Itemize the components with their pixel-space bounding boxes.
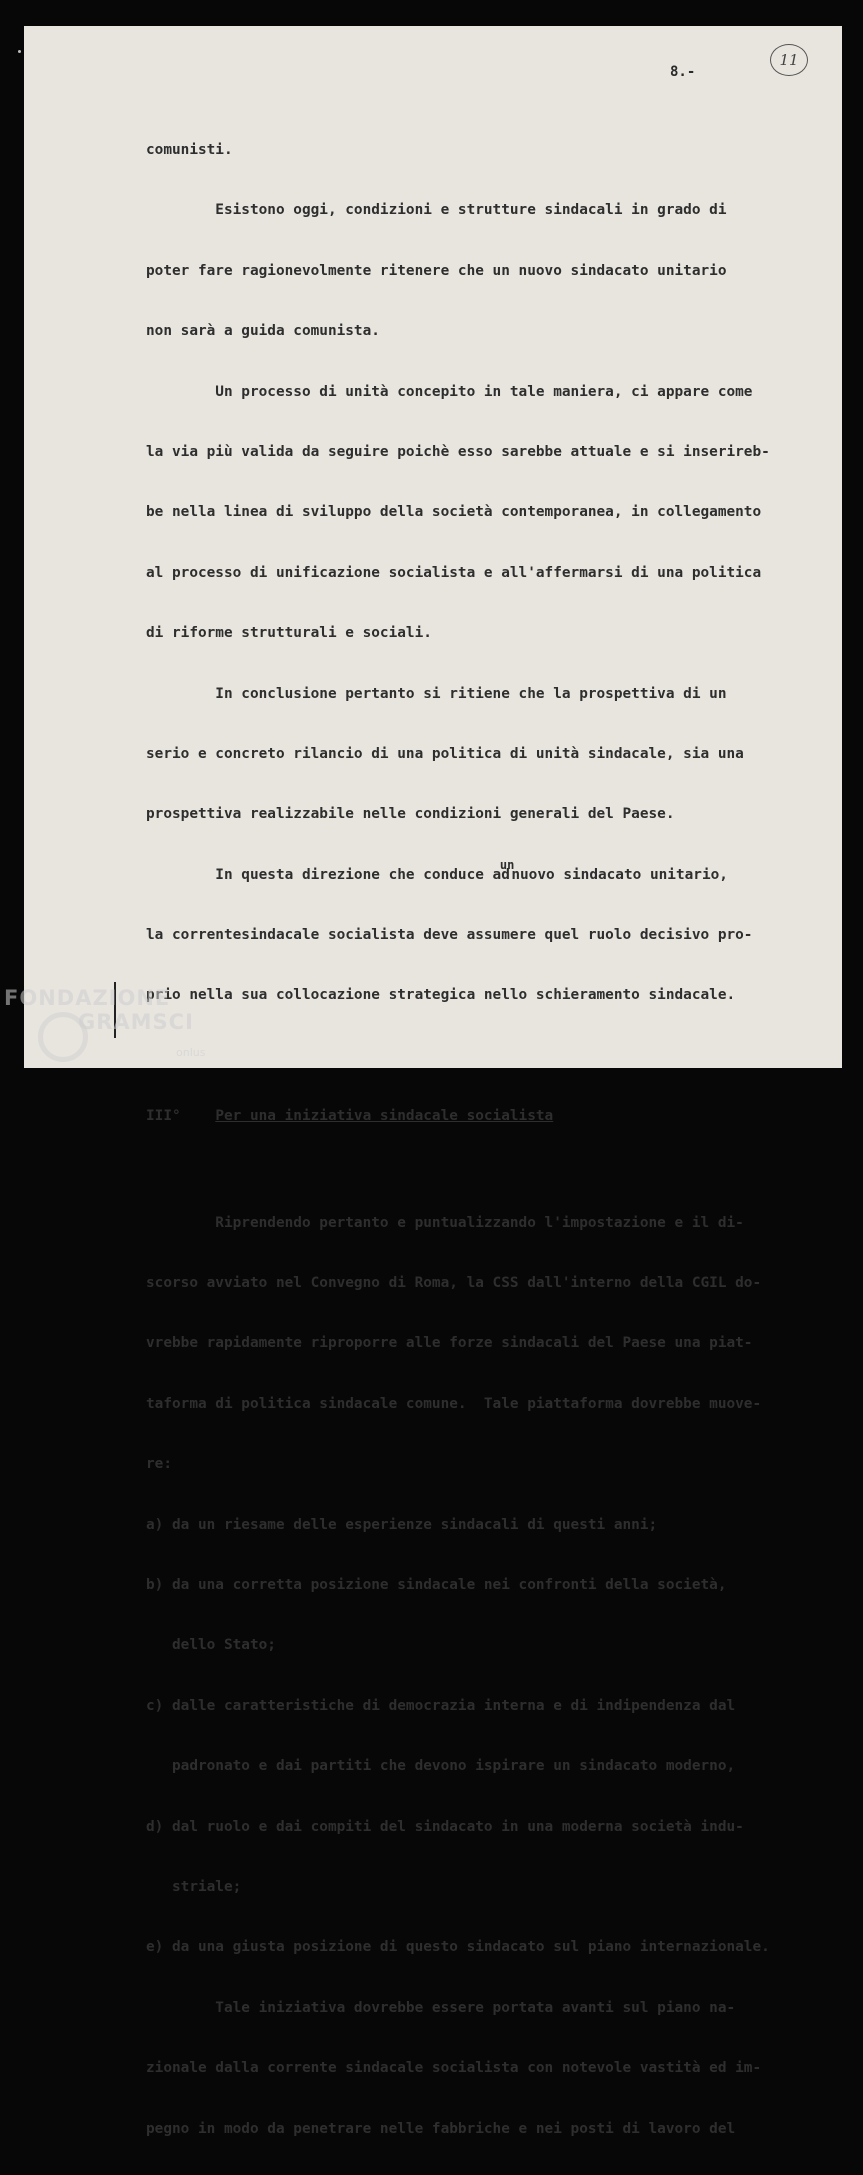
document-page (24, 26, 842, 2137)
watermark-line1: FONDAZIONE (4, 986, 171, 1010)
text-line: la correntesindacale socialista deve assumere quel ruolo decisivo pro- (146, 927, 753, 944)
text-line: serio e concreto rilancio di una politica di unità sindacale, sia una (146, 745, 744, 762)
insertion-before: In questa direzione che conduce ad (146, 866, 510, 883)
text-line: vrebbe rapidamente riproporre alle forze sindacali del Paese una piat- (146, 1335, 753, 1352)
list-item: d) dal ruolo e dai compiti del sindacato in una moderna società indu- (146, 1818, 744, 1835)
text-line: Esistono oggi, condizioni e strutture sindacali in grado di (146, 202, 727, 219)
text-line: Tale iniziativa dovrebbe essere portata avanti sul piano na- (146, 1999, 736, 2016)
archive-stamp-number: 11 (770, 44, 808, 76)
watermark-line3: onlus (176, 1046, 206, 1059)
list-item: b) da una corretta posizione sindacale nei confronti della società, (146, 1576, 727, 1593)
insertion-after: nuovo sindacato unitario, (511, 866, 728, 883)
list-item-continuation: padronato e dai partiti che devono ispirare un sindacato moderno, (146, 1758, 736, 1775)
list-item: a) da un riesame delle esperienze sindacali di questi anni; (146, 1516, 658, 1533)
section-heading (146, 1102, 846, 1130)
text-line: la via più valida da seguire poichè esso sarebbe attuale e si inserireb- (146, 443, 770, 460)
section-title: Per una iniziativa sindacale socialista (215, 1108, 554, 1125)
text-line: zionale dalla corrente sindacale socialista con notevole vastità ed im- (146, 2060, 762, 2077)
text-line: Riprendendo pertanto e puntualizzando l'impostazione e il di- (146, 1214, 744, 1231)
text-line: Un processo di unità concepito in tale maniera, ci appare come (146, 383, 753, 400)
handwritten-insertion: un (499, 857, 515, 872)
text-line: al processo di unificazione socialista e all'affermarsi di una politica (146, 564, 762, 581)
list-item-continuation: dello Stato; (146, 1637, 276, 1654)
list-item: c) dalle caratteristiche di democrazia interna e di indipendenza dal (146, 1697, 736, 1714)
text-line: prio nella sua collocazione strategica nello schieramento sindacale. (146, 987, 736, 1004)
text-line-with-insertion (146, 857, 846, 889)
document-body (146, 104, 846, 2175)
text-line: taforma di politica sindacale comune. Tale piattaforma dovrebbe muove- (146, 1395, 762, 1412)
page-number: 8.- (670, 64, 696, 80)
text-line: di riforme strutturali e sociali. (146, 625, 432, 642)
text-line: In conclusione pertanto si ritiene che la prospettiva di un (146, 685, 727, 702)
section-number: III° (146, 1108, 181, 1125)
text-line: prospettiva realizzabile nelle condizioni generali del Paese. (146, 806, 675, 823)
scan-speck (18, 50, 21, 53)
text-line: poter fare ragionevolmente ritenere che un nuovo sindacato unitario (146, 262, 727, 279)
text-line: comunisti. (146, 142, 233, 158)
blank-line (146, 1163, 846, 1177)
blank-line (146, 1042, 846, 1070)
text-line: non sarà a guida comunista. (146, 323, 380, 340)
text-line: be nella linea di sviluppo della società contemporanea, in collegamento (146, 504, 762, 521)
text-line: re: (146, 1456, 172, 1473)
list-item-continuation: striale; (146, 1878, 242, 1895)
list-item: e) da una giusta posizione di questo sindacato sul piano internazionale. (146, 1939, 770, 1956)
text-line: scorso avviato nel Convegno di Roma, la CSS dall'interno della CGIL do- (146, 1275, 762, 1292)
text-line: pegno in modo da penetrare nelle fabbriche e nei posti di lavoro del (146, 2120, 736, 2137)
watermark-line2: GRAMSCI (78, 1010, 194, 1034)
fondazione-gramsci-watermark (4, 986, 224, 1076)
